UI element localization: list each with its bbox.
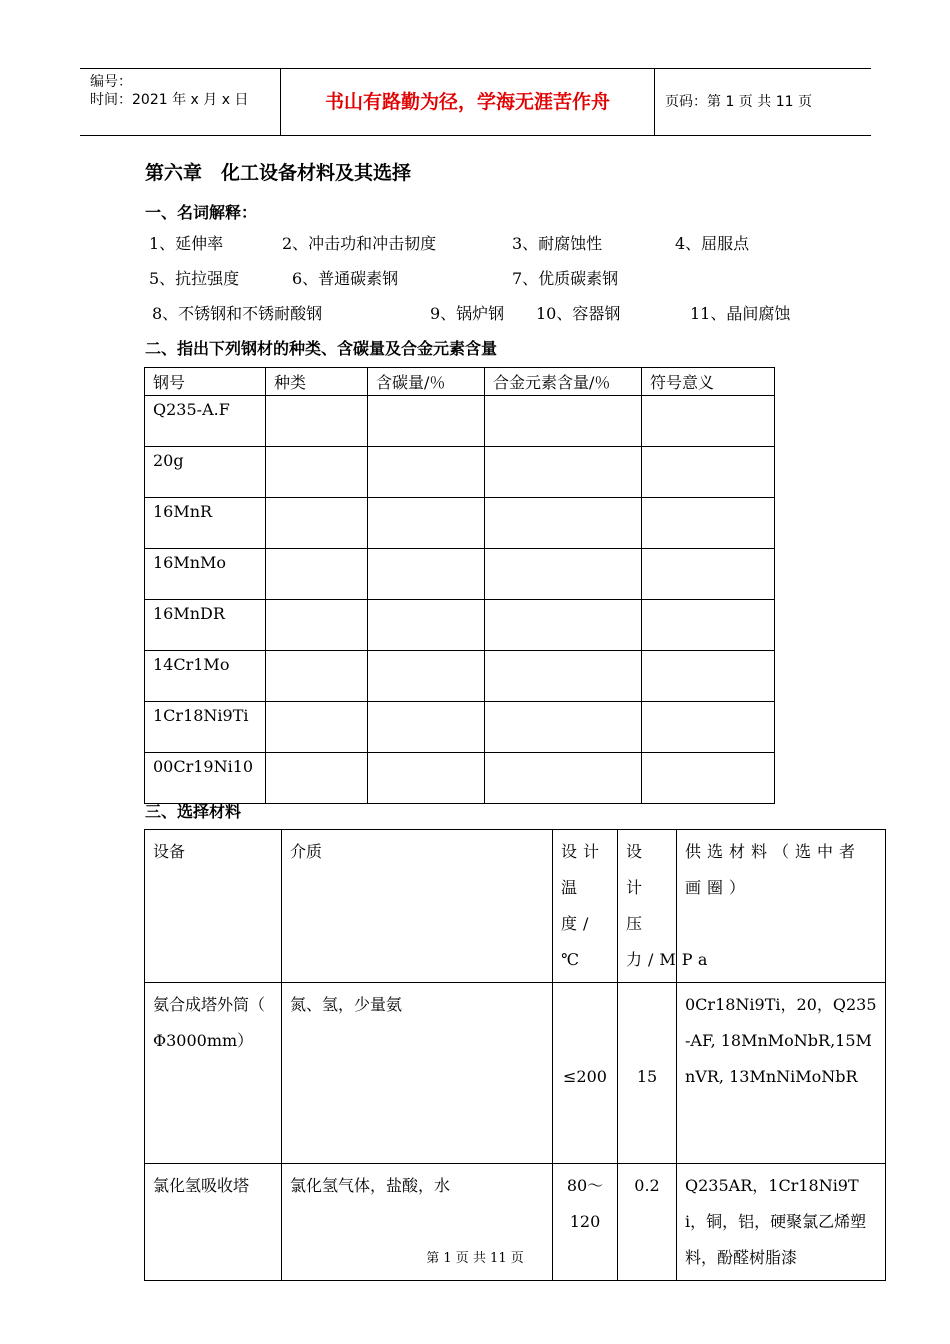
column-header: 供选材料（选中者画圈） (677, 830, 886, 983)
table-header-row (145, 368, 775, 396)
blank-cell (485, 651, 642, 702)
blank-cell (266, 702, 368, 753)
blank-cell (368, 396, 485, 447)
table-row (145, 600, 775, 651)
table-row (145, 753, 775, 804)
column-header: 钢号 (145, 368, 266, 396)
blank-cell (266, 447, 368, 498)
blank-cell (266, 549, 368, 600)
steel-grade: 14Cr1Mo (145, 651, 266, 702)
column-header: 设备 (145, 830, 282, 983)
steel-grade: 16MnMo (145, 549, 266, 600)
blank-cell (642, 396, 775, 447)
term-item: 9、锅炉钢 (430, 304, 505, 323)
term-item: 6、普通碳素钢 (292, 269, 399, 288)
blank-cell (368, 447, 485, 498)
table-row (145, 498, 775, 549)
table-row (145, 702, 775, 753)
term-item: 5、抗拉强度 (149, 269, 240, 288)
page-header (80, 68, 871, 136)
steel-grade: 00Cr19Ni10 (145, 753, 266, 804)
column-header: 设计温度/℃ (553, 830, 618, 983)
blank-cell (368, 702, 485, 753)
blank-cell (368, 600, 485, 651)
steel-grade: 16MnR (145, 498, 266, 549)
blank-cell (642, 702, 775, 753)
steel-grade: 20g (145, 447, 266, 498)
equipment-cell: 氯化氢吸收塔 (145, 1164, 282, 1281)
column-header: 符号意义 (642, 368, 775, 396)
term-item: 8、不锈钢和不锈耐酸钢 (152, 304, 323, 323)
section1-title: 一、名词解释： (145, 203, 258, 222)
time-label: 时间：2021 年 x 月 x 日 (90, 92, 249, 108)
term-item: 7、优质碳素钢 (512, 269, 619, 288)
section3-title: 三、选择材料 (145, 802, 242, 821)
table-row (145, 651, 775, 702)
materials-cell: 0Cr18Ni9Ti，20，Q235-AF, 18MnMoNbR,15MnVR, 13MnNiMoNbR (677, 983, 886, 1164)
blank-cell (266, 600, 368, 651)
header-meta (80, 69, 281, 135)
table-row (145, 549, 775, 600)
blank-cell (642, 600, 775, 651)
term-item: 3、耐腐蚀性 (512, 234, 603, 253)
table-header-row (145, 830, 886, 983)
blank-cell (368, 498, 485, 549)
column-header: 设计压力/MPa (618, 830, 677, 983)
table-row (145, 396, 775, 447)
blank-cell (485, 600, 642, 651)
blank-cell (485, 447, 642, 498)
material-selection-table (144, 829, 886, 1281)
blank-cell (485, 702, 642, 753)
term-item: 10、容器钢 (536, 304, 621, 323)
pressure-cell: 0.2 (618, 1164, 677, 1281)
blank-cell (642, 447, 775, 498)
table-row (145, 983, 886, 1164)
blank-cell (266, 753, 368, 804)
section2-title: 二、指出下列钢材的种类、含碳量及合金元素含量 (145, 339, 498, 358)
blank-cell (485, 753, 642, 804)
chapter-title: 第六章 化工设备材料及其选择 (145, 162, 412, 184)
materials-cell: Q235AR，1Cr18Ni9Ti，铜，铝，硬聚氯乙烯塑料，酚醛树脂漆 (677, 1164, 886, 1281)
blank-cell (368, 753, 485, 804)
column-header: 含碳量/％ (368, 368, 485, 396)
blank-cell (266, 396, 368, 447)
steel-grade: 1Cr18Ni9Ti (145, 702, 266, 753)
blank-cell (368, 549, 485, 600)
column-header: 合金元素含量/％ (485, 368, 642, 396)
blank-cell (642, 753, 775, 804)
table-row (145, 447, 775, 498)
blank-cell (642, 498, 775, 549)
column-header: 种类 (266, 368, 368, 396)
blank-cell (485, 498, 642, 549)
temperature-cell: 80～120 (553, 1164, 618, 1281)
term-item: 4、屈服点 (675, 234, 750, 253)
blank-cell (368, 651, 485, 702)
blank-cell (266, 651, 368, 702)
header-motto: 书山有路勤为径，学海无涯苦作舟 (281, 69, 655, 135)
steel-grade: Q235-A.F (145, 396, 266, 447)
blank-cell (485, 549, 642, 600)
medium-cell: 氯化氢气体，盐酸，水 (282, 1164, 553, 1281)
column-header: 介质 (282, 830, 553, 983)
medium-cell: 氮、氢，少量氨 (282, 983, 553, 1164)
steel-table (144, 367, 775, 804)
steel-grade: 16MnDR (145, 600, 266, 651)
header-page-info: 页码：第 1 页 共 11 页 (665, 94, 812, 110)
blank-cell (485, 396, 642, 447)
blank-cell (642, 549, 775, 600)
blank-cell (266, 498, 368, 549)
term-item: 1、延伸率 (149, 234, 224, 253)
temperature-cell: ≤200 (553, 983, 618, 1164)
term-item: 2、冲击功和冲击韧度 (282, 234, 437, 253)
blank-cell (642, 651, 775, 702)
term-item: 11、晶间腐蚀 (690, 304, 791, 323)
number-label: 编号： (90, 74, 132, 90)
equipment-cell: 氨合成塔外筒（ Φ3000mm） (145, 983, 282, 1164)
page-footer: 第 1 页 共 11 页 (426, 1251, 524, 1266)
pressure-cell: 15 (618, 983, 677, 1164)
